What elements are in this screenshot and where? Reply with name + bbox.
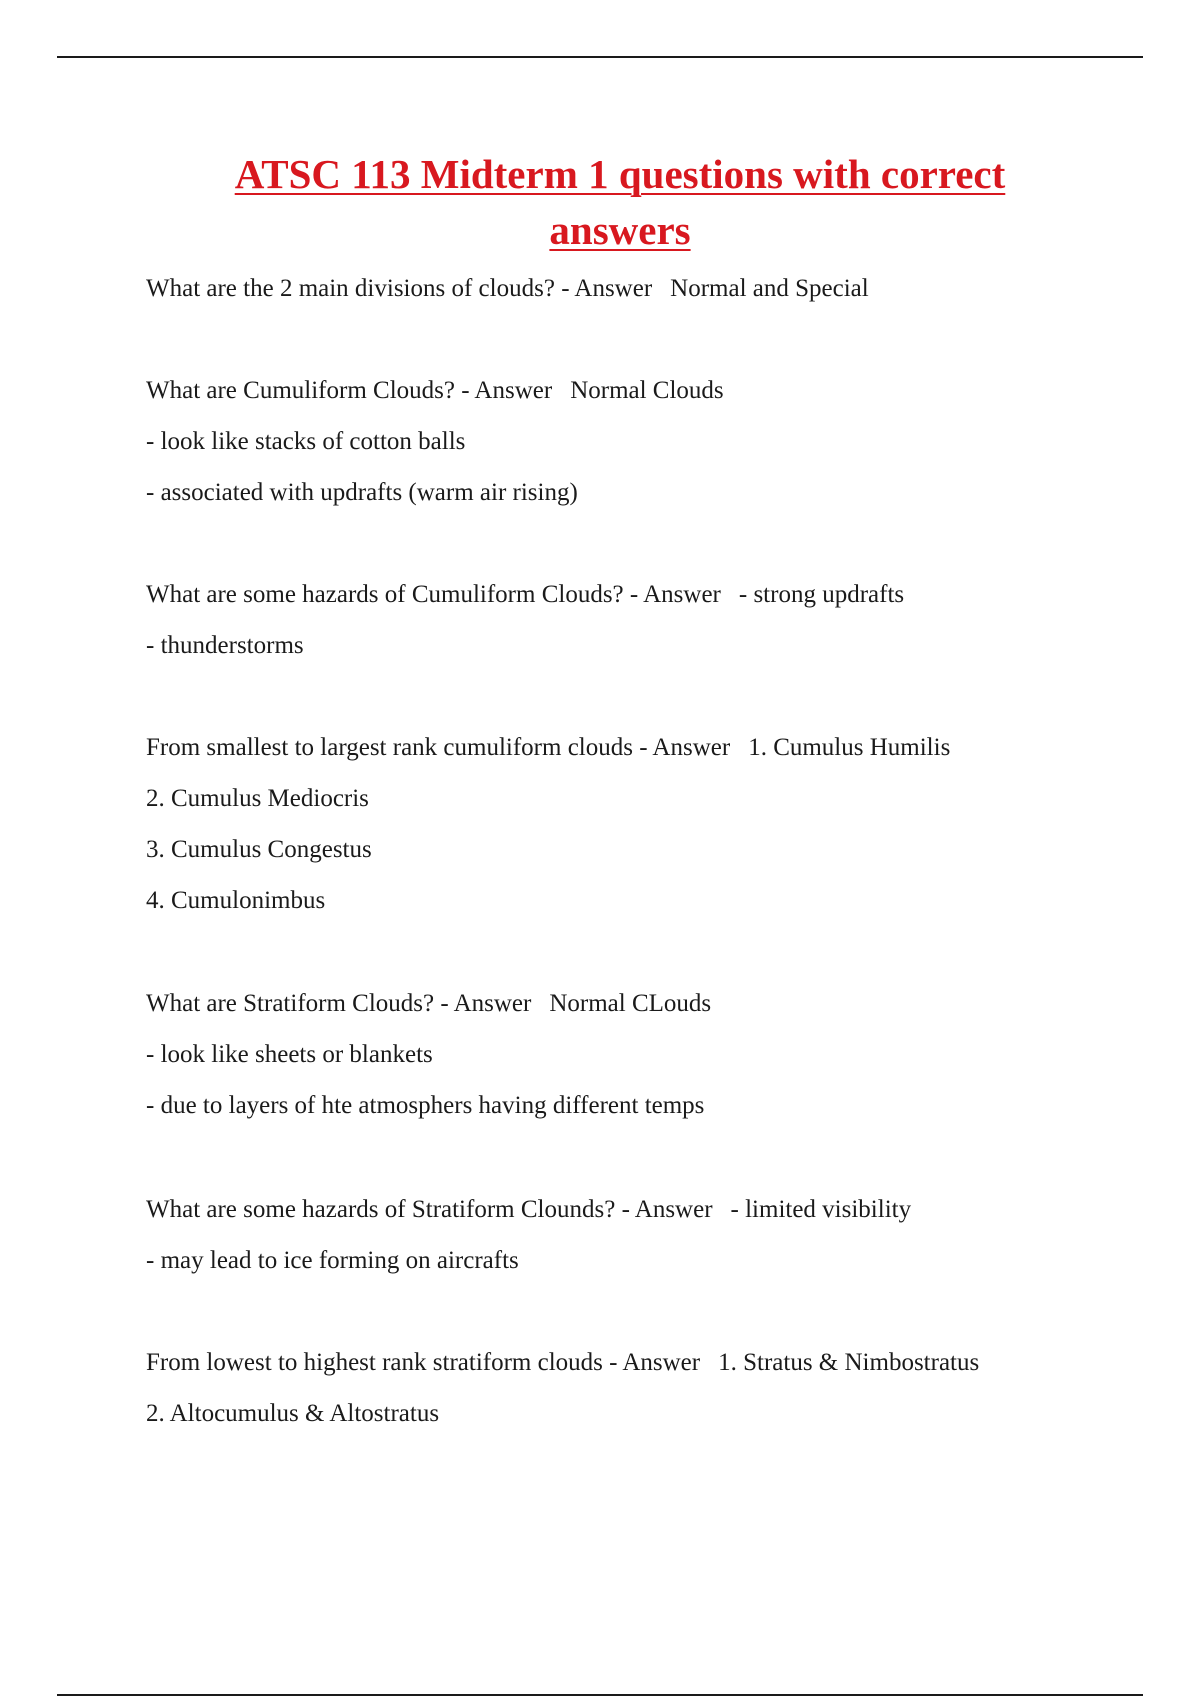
page-title: ATSC 113 Midterm 1 questions with correct answers: [234, 151, 1006, 253]
qa-item: [146, 1184, 1146, 1286]
qa-item: [146, 263, 1146, 314]
question-text: From smallest to largest rank cumuliform clouds: [146, 734, 633, 761]
answer-line: 3. Cumulus Congestus: [146, 836, 372, 863]
answer-line: 4. Cumulonimbus: [146, 887, 326, 914]
bottom-rule: [57, 1694, 1143, 1696]
answer-line: - may lead to ice forming on aircrafts: [146, 1247, 519, 1274]
answer-separator: - Answer: [632, 734, 731, 761]
answer-line: - thunderstorms: [146, 632, 304, 659]
question-text: What are the 2 main divisions of clouds?: [146, 275, 555, 302]
answer-line: 1. Cumulus Humilis: [748, 734, 951, 761]
qa-question-line: [146, 1337, 1146, 1388]
answer-line: - due to layers of hte atmosphers having different temps: [146, 1092, 705, 1119]
qa-item: [146, 722, 1146, 926]
qa-question-line: [146, 978, 1146, 1029]
qa-question-line: [146, 263, 1146, 314]
answer-line: - associated with updrafts (warm air rising): [146, 479, 578, 506]
qa-question-line: [146, 569, 1146, 620]
question-text: What are Stratiform Clouds?: [146, 990, 435, 1017]
qa-question-line: [146, 1184, 1146, 1235]
qa-item: [146, 365, 1146, 518]
answer-line: - strong updrafts: [738, 581, 905, 608]
qa-item: [146, 978, 1146, 1131]
question-text: What are Cumuliform Clouds?: [146, 377, 455, 404]
question-text: What are some hazards of Cumuliform Clouds?: [146, 581, 624, 608]
answer-line: - look like stacks of cotton balls: [146, 428, 466, 455]
answer-line: - limited visibility: [730, 1196, 912, 1223]
answer-line: 2. Altocumulus & Altostratus: [146, 1400, 440, 1427]
qa-item: [146, 569, 1146, 671]
qa-question-line: [146, 365, 1146, 416]
question-text: From lowest to highest rank stratiform clouds: [146, 1349, 603, 1376]
question-text: What are some hazards of Stratiform Clounds?: [146, 1196, 616, 1223]
top-rule: [57, 56, 1143, 58]
answer-line: Normal Clouds: [570, 377, 724, 404]
answer-line: 1. Stratus & Nimbostratus: [718, 1349, 980, 1376]
answer-line: Normal and Special: [670, 275, 869, 302]
answer-separator: - Answer: [434, 990, 532, 1017]
answer-line: - look like sheets or blankets: [146, 1041, 433, 1068]
answer-separator: - Answer: [554, 275, 653, 302]
answer-separator: - Answer: [602, 1349, 701, 1376]
answer-separator: - Answer: [615, 1196, 713, 1223]
qa-item: [146, 1337, 1146, 1439]
answer-line: Normal CLouds: [549, 990, 712, 1017]
answer-separator: - Answer: [623, 581, 721, 608]
answer-line: 2. Cumulus Mediocris: [146, 785, 369, 812]
answer-separator: - Answer: [454, 377, 553, 404]
qa-question-line: [146, 722, 1146, 773]
